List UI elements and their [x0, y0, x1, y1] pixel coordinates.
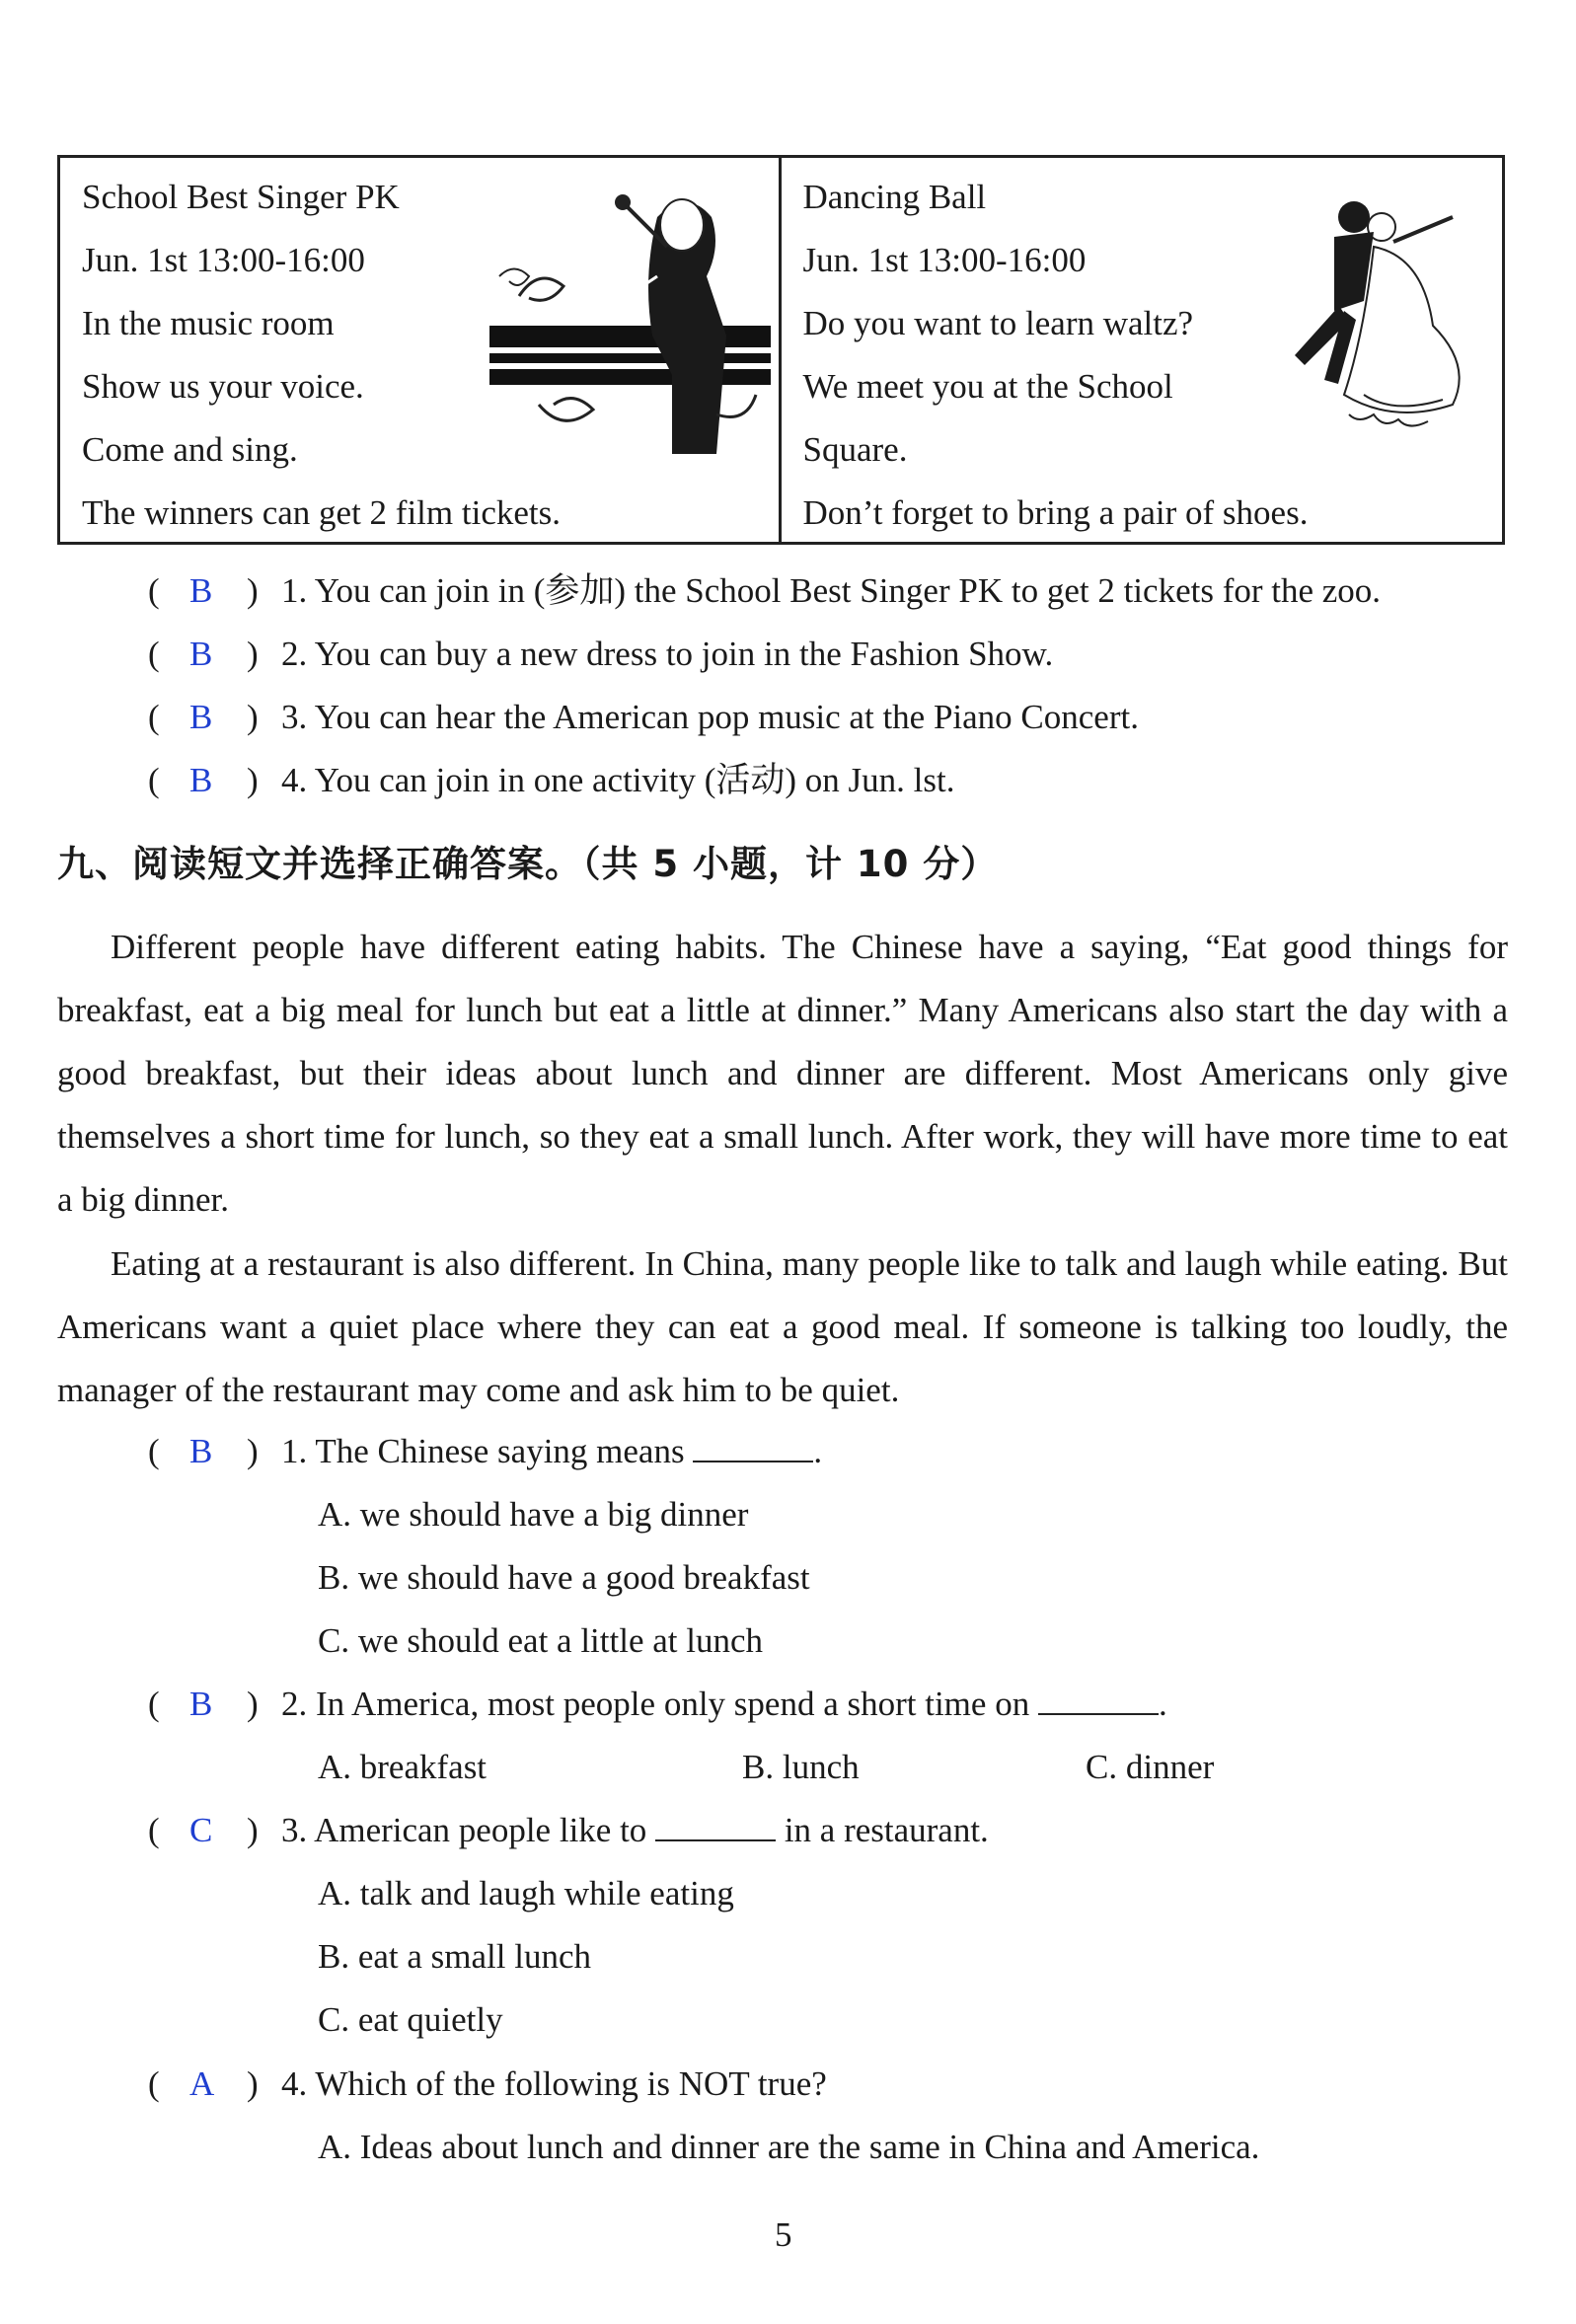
answer-value: B: [189, 571, 213, 610]
option: C. eat quietly: [318, 2000, 503, 2039]
question-text: 2. You can buy a new dress to join in the Fashion Show.: [281, 635, 1054, 673]
answer-blank: [655, 1812, 776, 1841]
dancers-illustration-icon: [1275, 187, 1472, 439]
answer-value: B: [189, 635, 213, 673]
close-paren: ): [247, 698, 259, 736]
answer-value: B: [189, 1432, 213, 1470]
page-number: 5: [775, 2215, 792, 2254]
poster-line: Come and sing.: [82, 430, 298, 469]
answer-value: A: [189, 2064, 215, 2103]
poster-line: Jun. 1st 13:00-16:00: [82, 241, 365, 279]
answer-blank: [1038, 1686, 1159, 1715]
close-paren: ): [247, 2064, 259, 2103]
question-text: 3. You can hear the American pop music at the Piano Concert.: [281, 698, 1139, 736]
close-paren: ): [247, 1811, 259, 1849]
open-paren: (: [148, 761, 160, 799]
open-paren: (: [148, 2064, 160, 2103]
close-paren: ): [247, 761, 259, 799]
option: A. we should have a big dinner: [318, 1495, 749, 1534]
event-posters-table: [57, 155, 1505, 545]
singer-pk-poster: [60, 158, 782, 542]
poster-line: Show us your voice.: [82, 367, 364, 406]
close-paren: ): [247, 1432, 259, 1470]
option: B. we should have a good breakfast: [318, 1558, 810, 1597]
poster-line: Jun. 1st 13:00-16:00: [802, 241, 1087, 279]
open-paren: (: [148, 1685, 160, 1723]
answer-value: B: [189, 698, 213, 736]
question-text: 3. American people like to in a restaurant.: [281, 1811, 989, 1849]
poster-line: We meet you at the School: [802, 367, 1173, 406]
option: C. we should eat a little at lunch: [318, 1621, 764, 1660]
question-text: 4. You can join in one activity (活动) on Jun. lst.: [281, 761, 955, 799]
reading-paragraph: Eating at a restaurant is also different. In China, many people like to talk and laugh while eating. But Americans want a quiet place where they can eat a good meal. If someone is talking too loudly, the manager of the restaurant may come and ask him to be quiet.: [57, 1244, 1508, 1409]
poster-line: Don’t forget to bring a pair of shoes.: [802, 493, 1309, 532]
answer-blank: [693, 1433, 813, 1462]
poster-line: Square.: [802, 430, 908, 469]
option: B. lunch: [742, 1748, 860, 1786]
poster-line: Do you want to learn waltz?: [802, 304, 1194, 342]
poster-line: School Best Singer PK: [82, 178, 400, 216]
close-paren: ): [247, 635, 259, 673]
question-text: 4. Which of the following is NOT true?: [281, 2064, 827, 2103]
answer-value: B: [189, 1685, 213, 1723]
option: A. talk and laugh while eating: [318, 1874, 734, 1912]
close-paren: ): [247, 571, 259, 610]
poster-line: In the music room: [82, 304, 335, 342]
open-paren: (: [148, 1811, 160, 1849]
close-paren: ): [247, 1685, 259, 1723]
answer-value: C: [189, 1811, 213, 1849]
question-text: 1. The Chinese saying means .: [281, 1432, 823, 1470]
open-paren: (: [148, 1432, 160, 1470]
section-title: 九、阅读短文并选择正确答案。（共 5 小题，计 10 分）: [57, 843, 999, 885]
open-paren: (: [148, 698, 160, 736]
reading-paragraph: Different people have different eating habits. The Chinese have a saying, “Eat good things for breakfast, eat a big meal for lunch but eat a little at dinner.” Many Americans also start the day with a good breakfast, but their ideas about lunch and dinner are different. Most Americans only give themselves a short time for lunch, so they eat a small lunch. After work, they will have more time to eat a big dinner.: [57, 928, 1508, 1219]
option: A. Ideas about lunch and dinner are the same in China and America.: [318, 2128, 1260, 2166]
open-paren: (: [148, 571, 160, 610]
question-text: 2. In America, most people only spend a short time on .: [281, 1685, 1167, 1723]
option: B. eat a small lunch: [318, 1937, 592, 1976]
question-text: 1. You can join in (参加) the School Best Singer PK to get 2 tickets for the zoo.: [281, 571, 1382, 610]
dancing-ball-poster: [782, 158, 1503, 542]
option: C. dinner: [1086, 1748, 1215, 1786]
poster-line: The winners can get 2 film tickets.: [82, 493, 561, 532]
open-paren: (: [148, 635, 160, 673]
poster-line: Dancing Ball: [802, 178, 987, 216]
option: A. breakfast: [318, 1748, 488, 1786]
singer-illustration-icon: [480, 178, 776, 459]
answer-value: B: [189, 761, 213, 799]
